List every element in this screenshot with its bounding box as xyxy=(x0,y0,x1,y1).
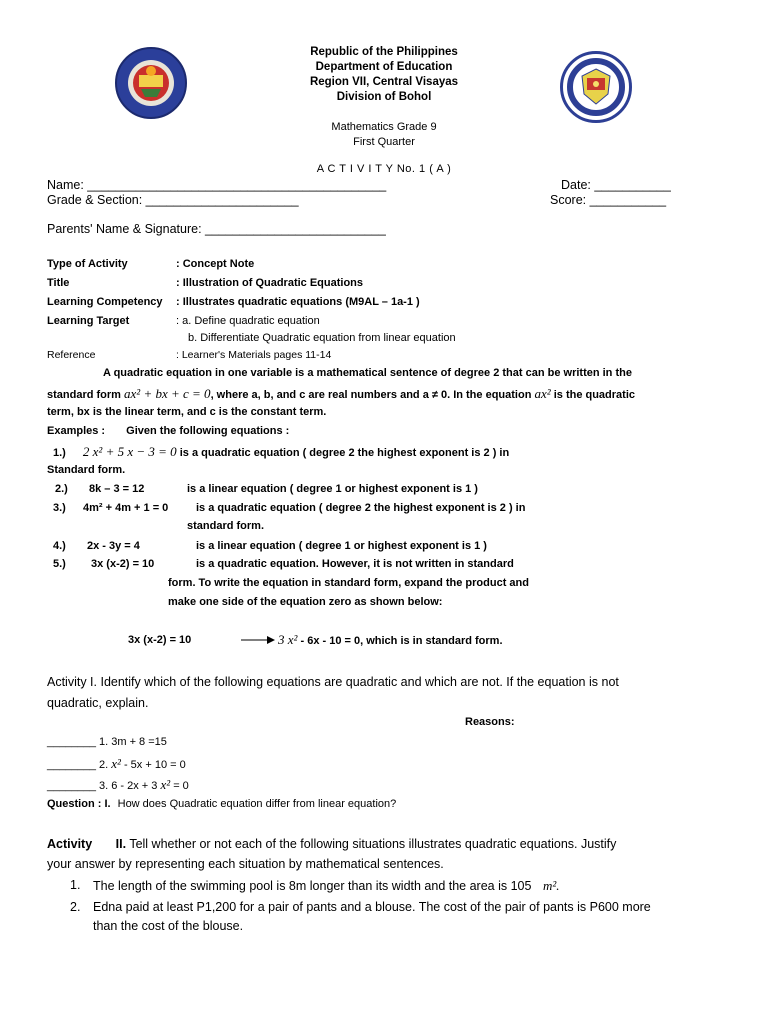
example-4-equation: 2x - 3y = 4 xyxy=(87,540,140,552)
situation-number: 2. xyxy=(70,900,81,914)
type-value: : Concept Note xyxy=(176,258,255,270)
quarter: First Quarter xyxy=(353,136,415,148)
example-2-equation: 8k – 3 = 12 xyxy=(89,483,145,495)
letterhead-line: Republic of the Philippines xyxy=(310,46,458,58)
intro-line-2 xyxy=(47,386,635,402)
activity-1-line-1: Activity I. Identify which of the following equations are quadratic and which are not. If the equation is not xyxy=(47,675,619,689)
competency-value: : Illustrates quadratic equations (M9AL – 1a-1 ) xyxy=(176,296,420,308)
parents-signature-field[interactable]: Parents' Name & Signature: __________________________ xyxy=(47,222,386,236)
activity-2-line-2: your answer by representing each situation by mathematical sentences. xyxy=(47,857,444,871)
example-number: 5.) xyxy=(53,558,66,570)
reference-value: : Learner's Materials pages 11-14 xyxy=(176,349,332,361)
intro-text: is the quadratic xyxy=(550,389,636,401)
subject-block xyxy=(284,120,484,150)
quadratic-term-math: ax² xyxy=(534,386,551,401)
deped-national-seal xyxy=(560,51,632,123)
examples-heading xyxy=(47,425,289,437)
date-field[interactable]: Date: ___________ xyxy=(561,178,671,192)
example-text: is a quadratic equation ( degree 2 the highest exponent is 2 ) in xyxy=(196,502,526,514)
example-1 xyxy=(53,444,509,460)
question-text: How does Quadratic equation differ from linear equation? xyxy=(117,798,397,810)
example-text: is a linear equation ( degree 1 or highest exponent is 1 ) xyxy=(196,540,487,552)
name-field[interactable]: Name: ___________________________________________ xyxy=(47,178,387,192)
example-3-equation: 4m² + 4m + 1 = 0 xyxy=(83,502,169,514)
question-label: Question : I. xyxy=(47,798,111,810)
example-number: 2.) xyxy=(55,483,68,495)
letterhead-line: Division of Bohol xyxy=(336,91,432,103)
item-2-math: x² xyxy=(111,756,121,771)
grade-section-field[interactable]: Grade & Section: ______________________ xyxy=(47,193,299,207)
subject: Mathematics Grade 9 xyxy=(331,121,437,133)
title-value: : Illustration of Quadratic Equations xyxy=(176,277,364,289)
activity-1-line-2: quadratic, explain. xyxy=(47,696,149,710)
situation-number: 1. xyxy=(70,878,81,892)
reference-label: Reference xyxy=(47,349,96,361)
conversion-math: 3 x² xyxy=(278,632,298,647)
target-b: b. Differentiate Quadratic equation from linear equation xyxy=(188,332,456,344)
example-5-cont: make one side of the equation zero as shown below: xyxy=(168,596,443,608)
item-blank: ________ 2. xyxy=(47,759,109,771)
activity-1-item[interactable]: ________ 1. 3m + 8 =15 xyxy=(47,736,167,748)
letterhead xyxy=(234,45,534,105)
example-3-cont: standard form. xyxy=(187,520,265,532)
examples-label: Examples : xyxy=(47,425,106,437)
item-3-math: x² xyxy=(160,777,171,792)
competency-label: Learning Competency xyxy=(47,296,163,308)
letterhead-line: Department of Education xyxy=(315,61,453,73)
deped-bohol-seal xyxy=(115,47,187,119)
intro-text: standard form xyxy=(47,389,121,401)
example-1-math: 2 x² + 5 x − 3 = 0 xyxy=(82,444,177,459)
target-a: : a. Define quadratic equation xyxy=(176,315,320,327)
intro-text: , where a, b, and c are real numbers and a ≠ 0. In the equation xyxy=(210,389,532,401)
letterhead-line: Region VII, Central Visayas xyxy=(309,76,459,88)
example-text: is a quadratic equation ( degree 2 the highest exponent is 2 ) in xyxy=(179,447,510,459)
activity-title: A C T I V I T Y No. 1 ( A ) xyxy=(316,163,452,175)
activity-1-item[interactable] xyxy=(47,756,186,772)
item-3-rest: = 0 xyxy=(170,780,189,792)
intro-line-1: A quadratic equation in one variable is a mathematical sentence of degree 2 that can be written in the xyxy=(103,367,632,379)
example-5-equation: 3x (x-2) = 10 xyxy=(91,558,155,570)
situation-2: Edna paid at least P1,200 for a pair of pants and a blouse. The cost of the pair of pants is P600 more xyxy=(93,900,651,914)
situation-1 xyxy=(93,878,559,894)
examples-intro: Given the following equations : xyxy=(126,425,290,437)
activity-2-label: Activity xyxy=(47,837,93,851)
situation-1-text: The length of the swimming pool is 8m longer than its width and the area is 105 xyxy=(93,879,532,893)
example-number: 1.) xyxy=(53,447,66,459)
score-field[interactable]: Score: ___________ xyxy=(550,193,667,207)
activity-2-line-1 xyxy=(47,837,616,851)
conversion-right xyxy=(278,632,503,648)
item-2-rest: - 5x + 10 = 0 xyxy=(120,759,186,771)
type-label: Type of Activity xyxy=(47,258,128,270)
example-1-cont: Standard form. xyxy=(47,464,126,476)
question-line xyxy=(47,798,396,810)
target-label: Learning Target xyxy=(47,315,130,327)
conversion-text: - 6x - 10 = 0, which is in standard form. xyxy=(300,635,503,647)
activity-1-item[interactable] xyxy=(47,777,189,793)
arrow-right-icon xyxy=(241,634,275,646)
situation-1-math: m². xyxy=(542,878,560,893)
intro-line-3: term, bx is the linear term, and c is the constant term. xyxy=(47,406,327,418)
example-number: 4.) xyxy=(53,540,66,552)
seal-shield-icon xyxy=(563,54,629,120)
reasons-label: Reasons: xyxy=(465,716,515,728)
example-text: is a quadratic equation. However, it is not written in standard xyxy=(196,558,514,570)
example-text: is a linear equation ( degree 1 or highest exponent is 1 ) xyxy=(187,483,478,495)
activity-2-text: Tell whether or not each of the following situations illustrates quadratic equations. Justify xyxy=(129,837,617,851)
seal-emblem-icon xyxy=(117,49,185,117)
conversion-left: 3x (x-2) = 10 xyxy=(128,634,192,646)
standard-form-math: ax² + bx + c = 0 xyxy=(124,386,211,401)
title-label: Title xyxy=(47,277,70,289)
item-blank: ________ 3. 6 - 2x + 3 xyxy=(47,780,158,792)
example-5-cont: form. To write the equation in standard form, expand the product and xyxy=(168,577,529,589)
situation-2-cont: than the cost of the blouse. xyxy=(93,919,244,933)
example-number: 3.) xyxy=(53,502,66,514)
activity-2-number: II. xyxy=(115,837,127,851)
